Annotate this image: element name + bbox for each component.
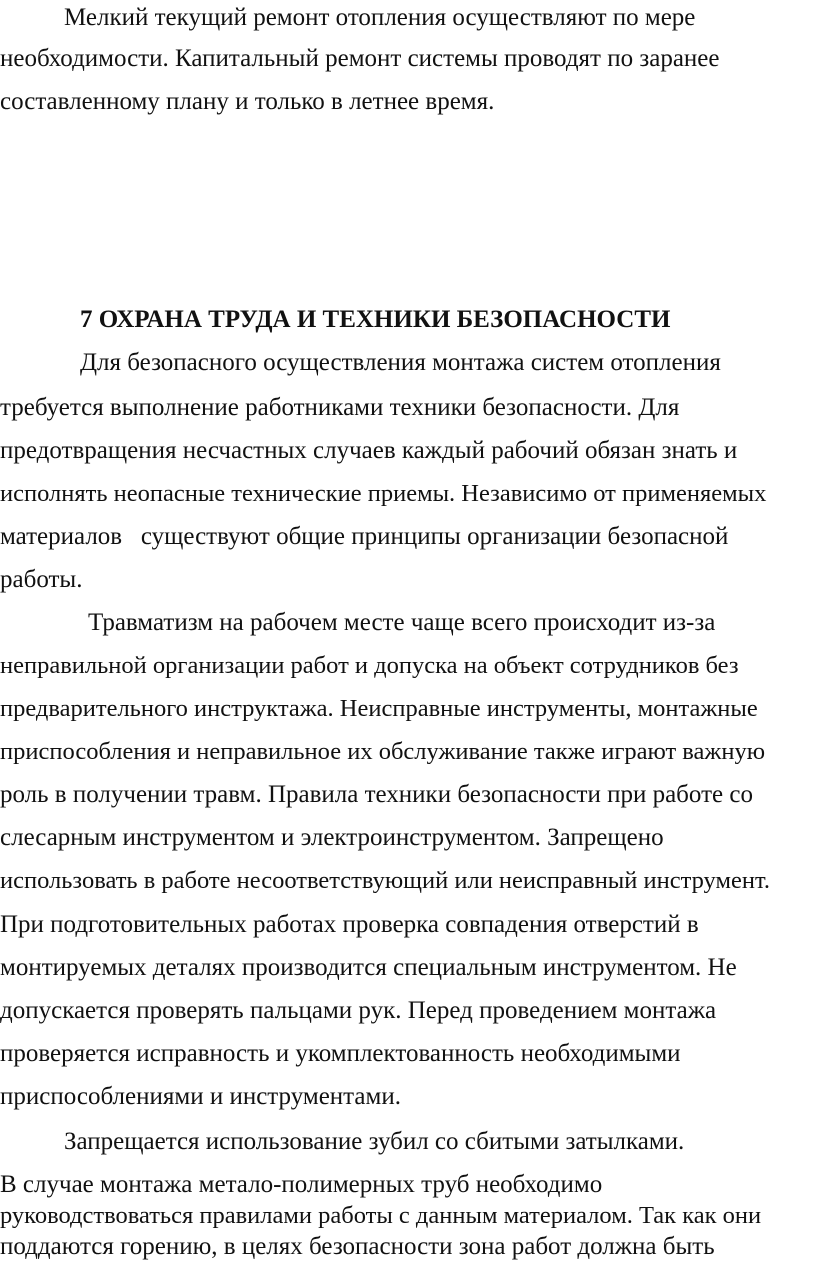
text-line: поддаются горению, в целях безопасности зона работ должна быть xyxy=(0,1233,715,1260)
text-line: руководствоваться правилами работы с данным материалом. Так как они xyxy=(0,1202,762,1229)
text-line: допускается проверять пальцами рук. Перед проведением монтажа xyxy=(0,997,717,1024)
text-line: Запрещается использование зубил со сбитыми затылками. xyxy=(64,1128,685,1155)
text-line: использовать в работе несоответствующий или неисправный инструмент. xyxy=(0,867,770,894)
text-line: В случае монтажа метало-полимерных труб необходимо xyxy=(0,1171,603,1198)
text-line: приспособления и неправильное их обслуживание также играют важную xyxy=(0,738,766,765)
text-line: Для безопасного осуществления монтажа систем отопления xyxy=(80,349,721,376)
text-line: необходимости. Капитальный ремонт системы проводят по заранее xyxy=(0,45,720,72)
text-line: Травматизм на рабочем месте чаще всего происходит из-за xyxy=(88,609,716,636)
text-line: работы. xyxy=(0,566,83,593)
text-line: Мелкий текущий ремонт отопления осуществляют по мере xyxy=(64,4,696,31)
text-line: материалов существуют общие принципы организации безопасной xyxy=(0,523,729,550)
text-line: монтируемых деталях производится специальным инструментом. Не xyxy=(0,954,737,981)
text-line: предварительного инструктажа. Неисправные инструменты, монтажные xyxy=(0,695,758,722)
text-line: При подготовительных работах проверка совпадения отверстий в xyxy=(0,911,699,938)
text-line: требуется выполнение работниками техники безопасности. Для xyxy=(0,394,680,421)
text-line: слесарным инструментом и электроинструментом. Запрещено xyxy=(0,824,664,851)
text-line: предотвращения несчастных случаев каждый рабочий обязан знать и xyxy=(0,437,738,464)
text-line: составленному плану и только в летнее время. xyxy=(0,88,495,115)
section-heading: 7 ОХРАНА ТРУДА И ТЕХНИКИ БЕЗОПАСНОСТИ xyxy=(80,306,671,333)
text-line: приспособлениями и инструментами. xyxy=(0,1083,401,1110)
text-line: роль в получении травм. Правила техники безопасности при работе со xyxy=(0,781,753,808)
text-line: исполнять неопасные технические приемы. Независимо от применяемых xyxy=(0,480,767,507)
text-line: проверяется исправность и укомплектованность необходимыми xyxy=(0,1040,681,1067)
text-line: неправильной организации работ и допуска на объект сотрудников без xyxy=(0,652,739,679)
